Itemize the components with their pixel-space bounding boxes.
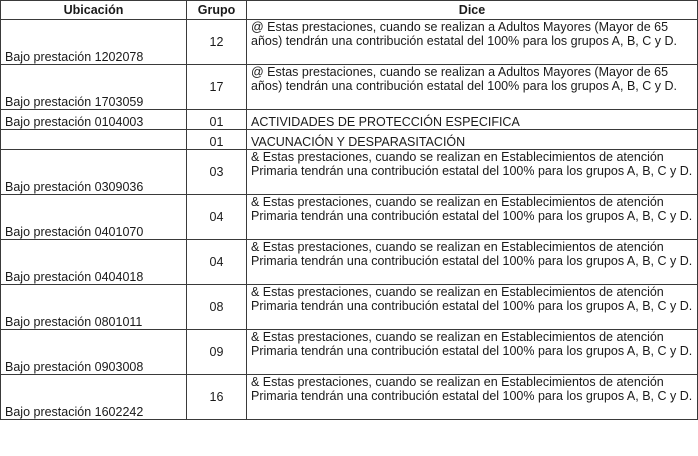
- table-row: [1, 330, 698, 375]
- table-row: [1, 20, 698, 65]
- header-ubicacion: Ubicación: [1, 1, 187, 20]
- table-row: [1, 150, 698, 195]
- grupo-cell: 03: [187, 150, 247, 195]
- table-row: [1, 130, 698, 150]
- dice-cell: & Estas prestaciones, cuando se realizan en Establecimientos de atención Primaria tendrán una contribución estatal del 100% para los grupos A, B, C y D.: [247, 330, 698, 375]
- ubicacion-cell: Bajo prestación 0903008: [1, 330, 187, 375]
- table-row: [1, 240, 698, 285]
- dice-cell: & Estas prestaciones, cuando se realizan en Establecimientos de atención Primaria tendrán una contribución estatal del 100% para los grupos A, B, C y D.: [247, 195, 698, 240]
- dice-cell: & Estas prestaciones, cuando se realizan en Establecimientos de atención Primaria tendrán una contribución estatal del 100% para los grupos A, B, C y D.: [247, 150, 698, 195]
- grupo-cell: 17: [187, 65, 247, 110]
- dice-cell: & Estas prestaciones, cuando se realizan en Establecimientos de atención Primaria tendrán una contribución estatal del 100% para los grupos A, B, C y D.: [247, 285, 698, 330]
- ubicacion-cell: Bajo prestación 1703059: [1, 65, 187, 110]
- dice-cell: @ Estas prestaciones, cuando se realizan a Adultos Mayores (Mayor de 65 años) tendrán una contribución estatal del 100% para los grupos A, B, C y D.: [247, 65, 698, 110]
- dice-cell: ACTIVIDADES DE PROTECCIÓN ESPECIFICA: [247, 110, 698, 130]
- grupo-cell: 09: [187, 330, 247, 375]
- table-row: [1, 195, 698, 240]
- dice-cell: & Estas prestaciones, cuando se realizan en Establecimientos de atención Primaria tendrán una contribución estatal del 100% para los grupos A, B, C y D.: [247, 375, 698, 420]
- grupo-cell: 12: [187, 20, 247, 65]
- grupo-cell: 01: [187, 130, 247, 150]
- grupo-cell: 04: [187, 240, 247, 285]
- table-row: [1, 65, 698, 110]
- ubicacion-cell: Bajo prestación 0309036: [1, 150, 187, 195]
- ubicacion-cell: Bajo prestación 0404018: [1, 240, 187, 285]
- ubicacion-cell: [1, 130, 187, 150]
- table-row: [1, 375, 698, 420]
- table-row: [1, 110, 698, 130]
- grupo-cell: 01: [187, 110, 247, 130]
- ubicacion-cell: Bajo prestación 1202078: [1, 20, 187, 65]
- header-dice: Dice: [247, 1, 698, 20]
- ubicacion-cell: Bajo prestación 0401070: [1, 195, 187, 240]
- header-row: [1, 1, 698, 20]
- grupo-cell: 16: [187, 375, 247, 420]
- table-row: [1, 285, 698, 330]
- ubicacion-cell: Bajo prestación 0104003: [1, 110, 187, 130]
- ubicacion-cell: Bajo prestación 0801011: [1, 285, 187, 330]
- ubicacion-cell: Bajo prestación 1602242: [1, 375, 187, 420]
- dice-cell: @ Estas prestaciones, cuando se realizan a Adultos Mayores (Mayor de 65 años) tendrán una contribución estatal del 100% para los grupos A, B, C y D.: [247, 20, 698, 65]
- grupo-cell: 04: [187, 195, 247, 240]
- dice-cell: VACUNACIÓN Y DESPARASITACIÓN: [247, 130, 698, 150]
- grupo-cell: 08: [187, 285, 247, 330]
- header-grupo: Grupo: [187, 1, 247, 20]
- dice-cell: & Estas prestaciones, cuando se realizan en Establecimientos de atención Primaria tendrán una contribución estatal del 100% para los grupos A, B, C y D.: [247, 240, 698, 285]
